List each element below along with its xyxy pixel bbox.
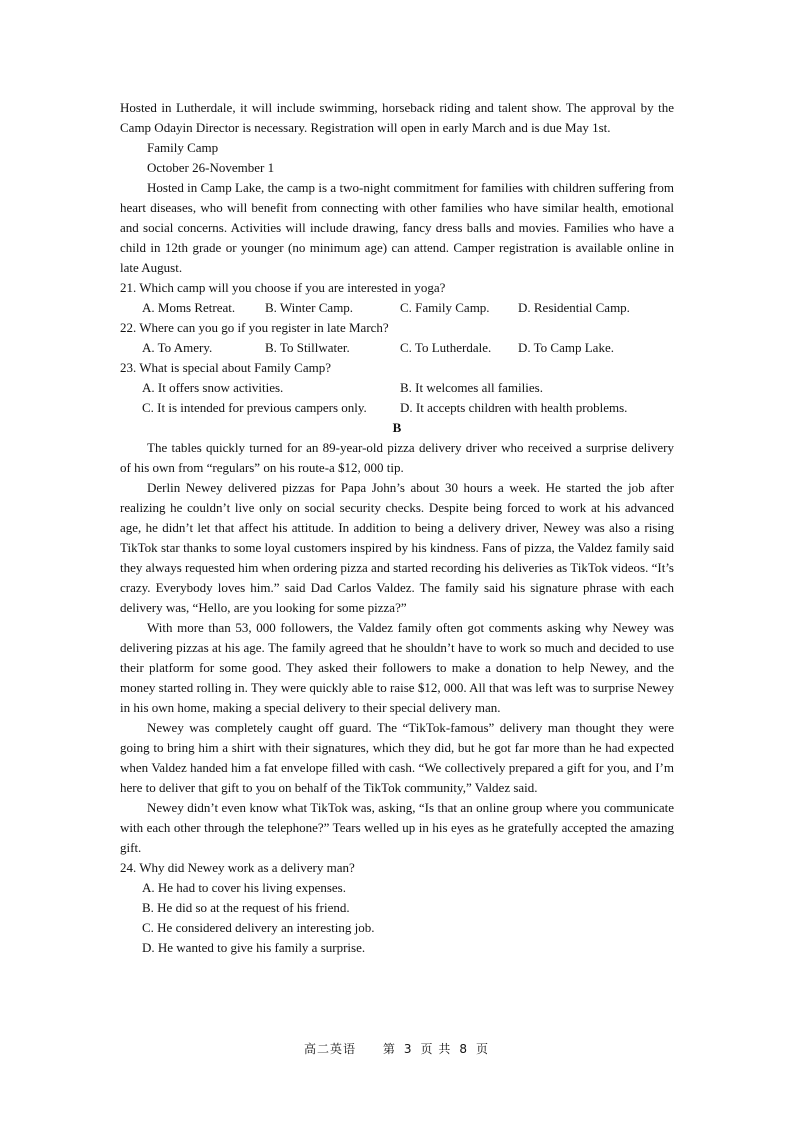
question-22 [120,318,674,358]
question-24 [120,858,674,958]
camp-title: Family Camp [147,140,219,155]
option-b: B. He did so at the request of his friend. [142,900,350,915]
camp-dates: October 26-November 1 [147,160,275,175]
option-b: B. To Stillwater. [265,340,350,355]
section-label-b: B [392,420,402,435]
camp-description: Hosted in Camp Lake, the camp is a two-night commitment for families with children suffering from heart diseases, who will benefit from connecting with other families who have similar health, emotional and social concerns. Activities will include drawing, fancy dress balls and movies. Families who have a child in 12th grade or younger (no minimum age) can attend. Camper registration is available online in late August. [120,180,674,275]
footer-page-mid: 页 共 [420,1042,452,1056]
question-stem: 23. What is special about Family Camp? [120,360,331,375]
option-d: D. It accepts children with health problems. [400,400,628,415]
footer-page-number: 3 [403,1042,413,1056]
question-23 [120,358,674,418]
footer-total-pages: 8 [459,1042,468,1056]
option-a: A. He had to cover his living expenses. [142,880,346,895]
option-d: D. To Camp Lake. [518,340,614,355]
exam-page [120,98,674,958]
option-c: C. It is intended for previous campers only. [142,400,367,415]
passage-paragraph: The tables quickly turned for an 89-year-old pizza delivery driver who received a surprise delivery of his own from “regulars” on his route-a $12, 000 tip. [120,440,674,475]
option-c: C. He considered delivery an interesting job. [142,920,375,935]
passage-paragraph: Derlin Newey delivered pizzas for Papa John’s about 30 hours a week. He started the job after realizing he couldn’t live only on social security checks. Despite being forced to work at his advanced age, he didn’t let that affect his attitude. In addition to being a delivery driver, Newey was also a rising TikTok star thanks to some loyal customers inspired by his kindness. Fans of pizza, the Valdez family said they always requested him when ordering pizza and started recording his deliveries as TikTok videos. “It’s crazy. Everybody loves him.” said Dad Carlos Valdez. The family said his signature phrase with each delivery was, “Hello, are you looking for some pizza?” [120,480,674,615]
footer-page-suffix: 页 [475,1042,489,1056]
option-c: C. Family Camp. [400,300,490,315]
option-b: B. It welcomes all families. [400,380,543,395]
passage-paragraph: With more than 53, 000 followers, the Valdez family often got comments asking why Newey was delivering pizzas at his age. The family agreed that he shouldn’t have to work so much and decided to use their platform for some good. They asked their followers to make a donation to help Newey, and the money started rolling in. They were quickly able to raise $12, 000. All that was left was to surprise Newey in his own home, making a special delivery to their special delivery man. [120,620,674,715]
passage-paragraph: Newey was completely caught off guard. The “TikTok-famous” delivery man thought they were going to bring him a shirt with their signatures, which they did, but he got far more than he had expected when Valdez handed him a fat envelope filled with cash. “We collectively prepared a gift for you, and I’m here to deliver that gift to you on behalf of the TikTok community,” Valdez said. [120,720,674,795]
question-stem: 24. Why did Newey work as a delivery man? [120,860,355,875]
option-a: A. It offers snow activities. [142,380,284,395]
question-options-row-2 [120,398,674,418]
question-options [120,298,674,318]
question-stem: 22. Where can you go if you register in late March? [120,320,389,335]
question-stem: 21. Which camp will you choose if you are interested in yoga? [120,280,446,295]
option-a: A. Moms Retreat. [142,300,236,315]
page-footer [0,1040,793,1057]
question-options [120,338,674,358]
option-d: D. Residential Camp. [518,300,630,315]
footer-page-prefix: 第 [382,1042,396,1056]
question-options-row-1 [120,378,674,398]
passage-paragraph: Newey didn’t even know what TikTok was, asking, “Is that an online group where you communicate with each other through the telephone?” Tears welled up in his eyes as he gratefully accepted the amazing gift. [120,800,674,855]
option-b: B. Winter Camp. [265,300,354,315]
footer-subject: 高二英语 [304,1042,357,1056]
question-21 [120,278,674,318]
option-d: D. He wanted to give his family a surprise. [142,940,366,955]
option-a: A. To Amery. [142,340,213,355]
option-c: C. To Lutherdale. [400,340,492,355]
passage-paragraph: Hosted in Lutherdale, it will include swimming, horseback riding and talent show. The approval by the Camp Odayin Director is necessary. Registration will open in early March and is due May 1st. [120,100,674,135]
